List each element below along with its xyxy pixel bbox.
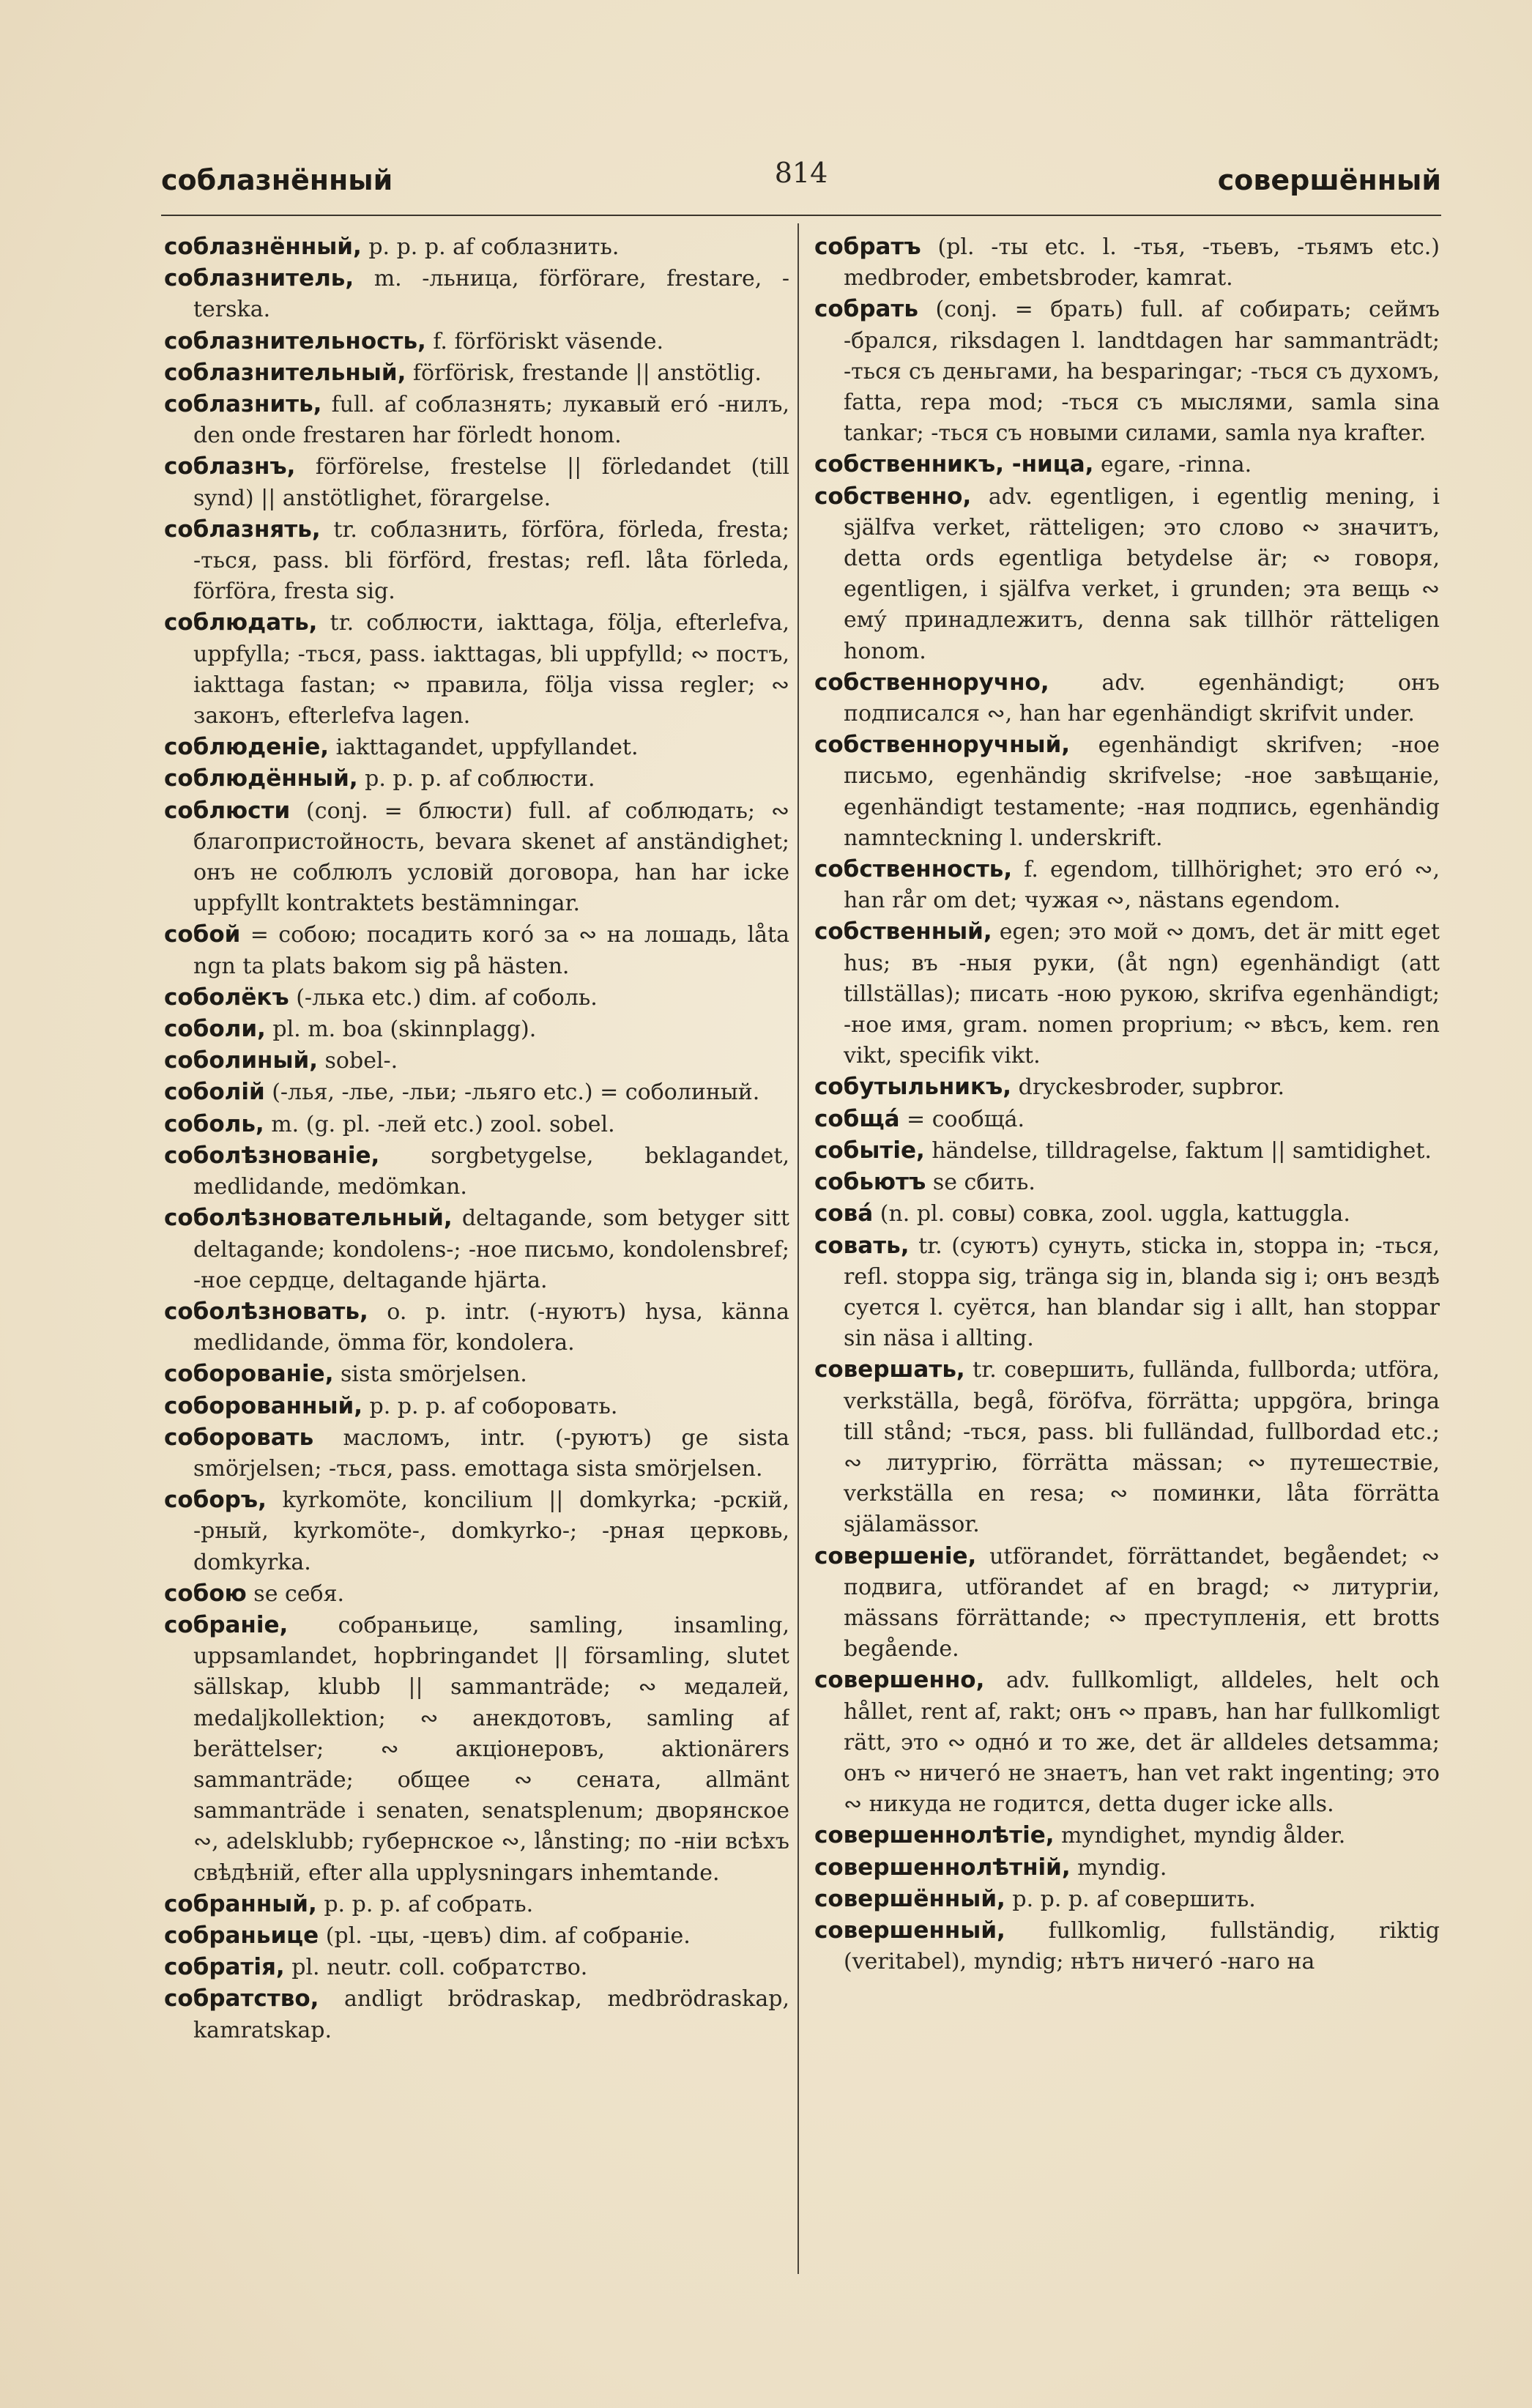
dictionary-entry	[164, 326, 789, 357]
entry-headword: соболь,	[164, 1110, 264, 1137]
entry-headword: соблюсти	[164, 797, 291, 824]
entry-headword: соблазнить,	[164, 391, 322, 418]
dictionary-entry	[164, 1422, 789, 1484]
entry-headword: сова́	[814, 1200, 874, 1227]
dictionary-entry	[164, 389, 789, 451]
entry-headword: собратство,	[164, 1985, 319, 2013]
dictionary-entry	[164, 1391, 789, 1422]
entry-definition: sorgbetygelse, beklagandet, medlidande, medömkan.	[193, 1142, 789, 1200]
dictionary-entry	[814, 1541, 1440, 1665]
entry-headword: соблазнитель,	[164, 265, 354, 292]
entry-definition: andligt brödraskap, medbrödraskap, kamratskap.	[193, 1986, 789, 2043]
entry-definition: (-лька etc.) dim. af соболь.	[289, 984, 598, 1011]
dictionary-entry	[164, 919, 789, 981]
entry-definition: f. egendom, tillhörighet; это его́ ∾, han rår om det; чужая ∾, nästans egendom.	[844, 857, 1440, 914]
entry-definition: (-лья, -лье, -льи; -льяго etc.) = соболиный.	[264, 1079, 760, 1106]
header-rule	[161, 215, 1441, 216]
entry-definition: egen; это мой ∾ домъ, det är mitt eget hus; въ -ныя руки, (åt ngn) egenhändigt (att tillställas); писать -ною рукою, skrifva egenhändigt; -ное имя, gram. nomen proprium; ∾ вѣсъ, kem. ren vikt, specifik vikt.	[844, 919, 1440, 1069]
entry-definition: förförelse, frestelse || förledandet (till synd) || anstötlighet, förargelse.	[193, 454, 789, 511]
entry-definition: myndig.	[1070, 1854, 1167, 1881]
entry-definition: масломъ, intr. (-руютъ) ge sista smörjelsen; -ться, pass. emottaga sista smörjelsen.	[193, 1424, 789, 1482]
entry-definition: se себя.	[246, 1580, 345, 1607]
column-divider	[797, 223, 799, 2274]
dictionary-entry	[814, 667, 1440, 729]
entry-definition: tr. соблюсти, iakttaga, följa, efterlefva, uppfylla; -ться, pass. iakttagas, bli uppfylld; ∾ постъ, iakttaga fastan; ∾ правила, följa vissa regler; ∾ законъ, efterlefva lagen.	[193, 610, 789, 729]
entry-definition: tr. соблазнить, förföra, förleda, fresta; -ться, pass. bli förförd, frestas; refl. låta förleda, förföra, fresta sig.	[193, 516, 789, 605]
entry-headword: соблазнительность,	[164, 327, 426, 354]
entry-headword: совершать,	[814, 1356, 965, 1383]
entry-headword: собраньице	[164, 1922, 319, 1949]
dictionary-entry	[164, 1296, 789, 1359]
dictionary-entry	[164, 357, 789, 389]
entry-definition: förförisk, frestande || anstötlig.	[406, 360, 762, 386]
entry-definition: deltagande, som betyger sitt deltagande; kondolens-; -ное письмо, kondolensbref; -ное сердце, deltagande hjärta.	[193, 1205, 789, 1293]
entry-headword: совершённый,	[814, 1885, 1005, 1912]
dictionary-entry	[814, 1104, 1440, 1135]
entry-headword: собьютъ	[814, 1169, 926, 1196]
dictionary-entry	[814, 1198, 1440, 1230]
dictionary-entry	[814, 729, 1440, 854]
dictionary-entry	[164, 1109, 789, 1140]
entry-definition: (conj. = брать) full. af собирать; сеймъ -бралcя, riksdagen l. landtdagen har sammanträdt; -ться съ деньгами, ha besparingar; -ться съ духомъ, fatta, repa mod; -ться съ мыслями, samla sina tankar; -ться съ новыми силами, samla nya krafter.	[844, 297, 1440, 447]
dictionary-entry	[164, 1983, 789, 2045]
left-guide-word: соблазнённый	[161, 164, 393, 196]
entry-definition: sobel-.	[318, 1048, 398, 1074]
entry-definition: egare, -rinna.	[1093, 452, 1252, 478]
entry-headword: соблазнённый,	[164, 234, 362, 260]
entry-headword: совершенно,	[814, 1667, 985, 1694]
entry-headword: соболиный,	[164, 1047, 318, 1074]
entry-headword: собраніе,	[164, 1611, 289, 1638]
dictionary-entry	[814, 231, 1440, 294]
dictionary-entry	[814, 449, 1440, 480]
entry-definition: dryckesbroder, supbror.	[1011, 1074, 1285, 1101]
entry-definition: fullkomlig, fullständig, riktig (veritabel), myndig; нѣтъ ничего́ -наго на	[844, 1917, 1440, 1975]
entry-headword: совершеннолѣтіе,	[814, 1822, 1055, 1849]
dictionary-entry	[164, 514, 789, 608]
entry-headword: соблюдать,	[164, 609, 318, 636]
entry-headword: собратъ	[814, 234, 921, 260]
entry-headword: соблазнять,	[164, 516, 321, 543]
entry-headword: собственноручно,	[814, 669, 1049, 696]
entry-headword: совершенный,	[814, 1917, 1005, 1944]
entry-headword: собственность,	[814, 856, 1013, 883]
entry-headword: соболѣзновательный,	[164, 1205, 453, 1232]
entry-definition: tr. (суютъ) сунуть, sticka in, stoppa in; -ться, refl. stoppa sig, tränga sig in, blanda sig i; онъ вездѣ суется l. суётся, han blandar sig i allt, han stoppar sin näsa i allting.	[844, 1233, 1440, 1352]
entry-headword: соборованный,	[164, 1392, 363, 1419]
dictionary-entry	[164, 1045, 789, 1077]
entry-definition: p. p. p. af соблазнить.	[361, 234, 620, 260]
entry-definition: = сообща́.	[899, 1106, 1025, 1132]
dictionary-entry	[814, 1665, 1440, 1820]
dictionary-entry	[814, 1852, 1440, 1884]
dictionary-entry	[814, 1354, 1440, 1540]
dictionary-entry	[164, 763, 789, 795]
entry-definition: adv. egentligen, i egentlig mening, i själfva verket, rätteligen; это слово ∾ значитъ, detta ords egentliga betydelse är; ∾ говоря, egentligen, i själfva verket, i grunden; эта вещь ∾ ему́ принадлежитъ, denna sak tillhör rätteligen honom.	[844, 483, 1440, 664]
entry-headword: собрать	[814, 296, 918, 323]
entry-headword: событіе,	[814, 1137, 925, 1164]
entry-definition: p. p. p. af соблюсти.	[357, 766, 595, 792]
entry-headword: собственно,	[814, 483, 972, 510]
dictionary-entry	[164, 263, 789, 325]
dictionary-entry	[164, 231, 789, 263]
dictionary-entry	[164, 1610, 789, 1889]
entry-definition: kyrkomöte, koncilium || domkyrka; -рскій, -рный, kyrkomöte-, domkyrko-; -рная церковь, domkyrka.	[193, 1487, 789, 1575]
dictionary-entry	[164, 1920, 789, 1952]
entry-definition: iakttagandet, uppfyllandet.	[329, 735, 639, 761]
page-number: 814	[774, 157, 828, 189]
dictionary-entry	[164, 1889, 789, 1920]
entry-definition: adv. fullkomligt, alldeles, helt och hållet, rent af, rakt; онъ ∾ правъ, han har fullkomligt rätt, это ∾ одно́ и то же, det är alldeles detsamma; онъ ∾ ничего́ не знаетъ, han vet rakt ingenting; это ∾ никуда не годится, detta duger icke alls.	[844, 1668, 1440, 1818]
entry-headword: соборъ,	[164, 1487, 267, 1514]
dictionary-entry	[164, 1140, 789, 1203]
entry-definition: p. p. p. af совершить.	[1005, 1886, 1256, 1912]
entry-definition: (n. pl. совы) совка, zool. uggla, kattuggla.	[873, 1201, 1350, 1227]
dictionary-entry	[814, 294, 1440, 449]
entry-definition: utförandet, förrättandet, begåendet; ∾ подвига, utförandet af en bragd; ∾ литургіи, mässans förrättande; ∾ преступленія, ett brotts begående.	[844, 1543, 1440, 1662]
dictionary-entry	[814, 1167, 1440, 1198]
entry-definition: собраньице, samling, insamling, uppsamlandet, hopbringandet || församling, slutet sällskap, klubb || sammanträde; ∾ медалей, medaljkollektion; ∾ анекдотовъ, samling af berättelser; ∾ акціонеровъ, aktionärers sammanträde; общее ∾ сената, allmänt sammanträde i senaten, senatsplenum; дворянское ∾, adelsklubb; губернское ∾, lånsting; по -ніи всѣхъ свѣдѣній, efter alla upplysningars inhemtande.	[193, 1612, 789, 1886]
entry-headword: соболій	[164, 1079, 265, 1106]
dictionary-entry	[164, 451, 789, 513]
dictionary-entry	[814, 1071, 1440, 1103]
dictionary-entry	[164, 732, 789, 763]
entry-definition: tr. совершить, fullända, fullborda; utföra, verkställa, begå, föröfva, förrätta; uppgöra, bringa till stånd; -ться, pass. bli fulländad, fullbordad etc.; ∾ литургію, förrätta mässan; ∾ путешествіе, verkställa en resa; ∾ поминки, låta förrätta själamässor.	[844, 1357, 1440, 1538]
entry-headword: совершеннолѣтній,	[814, 1854, 1071, 1881]
entry-headword: соболѣзнованіе,	[164, 1142, 380, 1169]
entry-headword: соборованіе,	[164, 1361, 334, 1388]
dictionary-entry	[814, 1820, 1440, 1851]
entry-definition: f. förföriskt väsende.	[425, 328, 664, 354]
dictionary-entry	[164, 1014, 789, 1045]
entry-headword: соборовать	[164, 1424, 314, 1451]
entry-definition: m. (g. pl. -лей etc.) zool. sobel.	[264, 1111, 615, 1137]
dictionary-entry	[814, 481, 1440, 667]
entry-headword: соблазнъ,	[164, 453, 296, 480]
dictionary-entry	[814, 916, 1440, 1071]
entry-headword: соблюденіе,	[164, 734, 330, 761]
entry-headword: собственный,	[814, 918, 992, 945]
entry-headword: собою	[164, 1580, 247, 1607]
entry-headword: собственникъ, -ница,	[814, 451, 1094, 478]
entry-headword: собой	[164, 921, 241, 948]
dictionary-entry	[164, 1359, 789, 1390]
entry-definition: p. p. p. af собрать.	[316, 1891, 534, 1917]
entry-headword: собственноручный,	[814, 732, 1071, 759]
dictionary-entry	[814, 1915, 1440, 1977]
entry-definition: egenhändigt skrifven; -ное письмо, egenhändig skrifvelse; -ное завѣщаніе, egenhändigt testamente; -ная подпись, egenhändig namnteckning l. underskrift.	[844, 732, 1440, 851]
dictionary-entry	[164, 607, 789, 732]
dictionary-entry	[164, 1578, 789, 1610]
entry-headword: собща́	[814, 1105, 900, 1132]
entry-definition: m. -льница, förförare, frestare, -terska.	[193, 266, 789, 323]
right-column	[814, 231, 1440, 2282]
entry-definition: (pl. -ты etc. l. -тья, -тьевъ, -тьямъ etc.) medbroder, embetsbroder, kamrat.	[844, 234, 1440, 291]
entry-headword: собратія,	[164, 1954, 285, 1981]
entry-definition: myndighet, myndig ålder.	[1054, 1823, 1346, 1849]
entry-headword: совать,	[814, 1232, 910, 1259]
entry-headword: совершеніе,	[814, 1542, 977, 1569]
entry-definition: (pl. -цы, -цевъ) dim. af собраніе.	[319, 1922, 691, 1949]
entry-headword: соболѣзновать,	[164, 1298, 368, 1325]
entry-headword: собранный,	[164, 1890, 317, 1917]
entry-definition: händelse, tilldragelse, faktum || samtidighet.	[924, 1137, 1432, 1164]
entry-definition: sista smörjelsen.	[333, 1361, 527, 1388]
dictionary-entry	[814, 1135, 1440, 1167]
dictionary-entry	[164, 1484, 789, 1578]
entry-definition: = собою; посадить кого́ за ∾ на лошадь, låta ngn ta plats bakom sig på hästen.	[193, 922, 789, 979]
entry-headword: собутыльникъ,	[814, 1074, 1012, 1101]
dictionary-entry	[164, 982, 789, 1014]
entry-headword: соблазнительный,	[164, 359, 406, 386]
dictionary-entry	[814, 1884, 1440, 1915]
entry-definition: (conj. = блюсти) full. af соблюдать; ∾ благопристойность, bevara skenet af anständighet; онъ не соблюлъ условій договора, han har icke uppfyllt kontraktets bestämningar.	[193, 798, 789, 917]
entry-definition: se сбить.	[926, 1170, 1035, 1196]
dictionary-entry	[814, 854, 1440, 916]
dictionary-entry	[164, 1203, 789, 1296]
entry-headword: соболи,	[164, 1016, 266, 1043]
page-header	[161, 154, 1441, 212]
dictionary-entry	[164, 1952, 789, 1983]
entry-headword: соболёкъ	[164, 984, 289, 1011]
left-column	[164, 231, 789, 2282]
entry-definition: full. af соблазнять; лукавый его́ -нилъ, den onde frestaren har förledt honom.	[193, 392, 789, 449]
entry-definition: adv. egenhändigt; онъ подписался ∾, han har egenhändigt skrifvit under.	[844, 669, 1440, 727]
entry-definition: p. p. p. af соборовать.	[362, 1393, 618, 1419]
dictionary-entry	[814, 1230, 1440, 1355]
dictionary-entry	[164, 795, 789, 920]
entry-definition: pl. neutr. coll. собратство.	[284, 1955, 588, 1981]
right-guide-word: совершённый	[1217, 164, 1441, 196]
dictionary-entry	[164, 1077, 789, 1108]
entry-headword: соблюдённый,	[164, 765, 358, 792]
entry-definition: o. p. intr. (-нуютъ) hysa, känna medlidande, ömma för, kondolera.	[193, 1298, 789, 1356]
entry-definition: pl. m. boa (skinnplagg).	[265, 1017, 537, 1043]
